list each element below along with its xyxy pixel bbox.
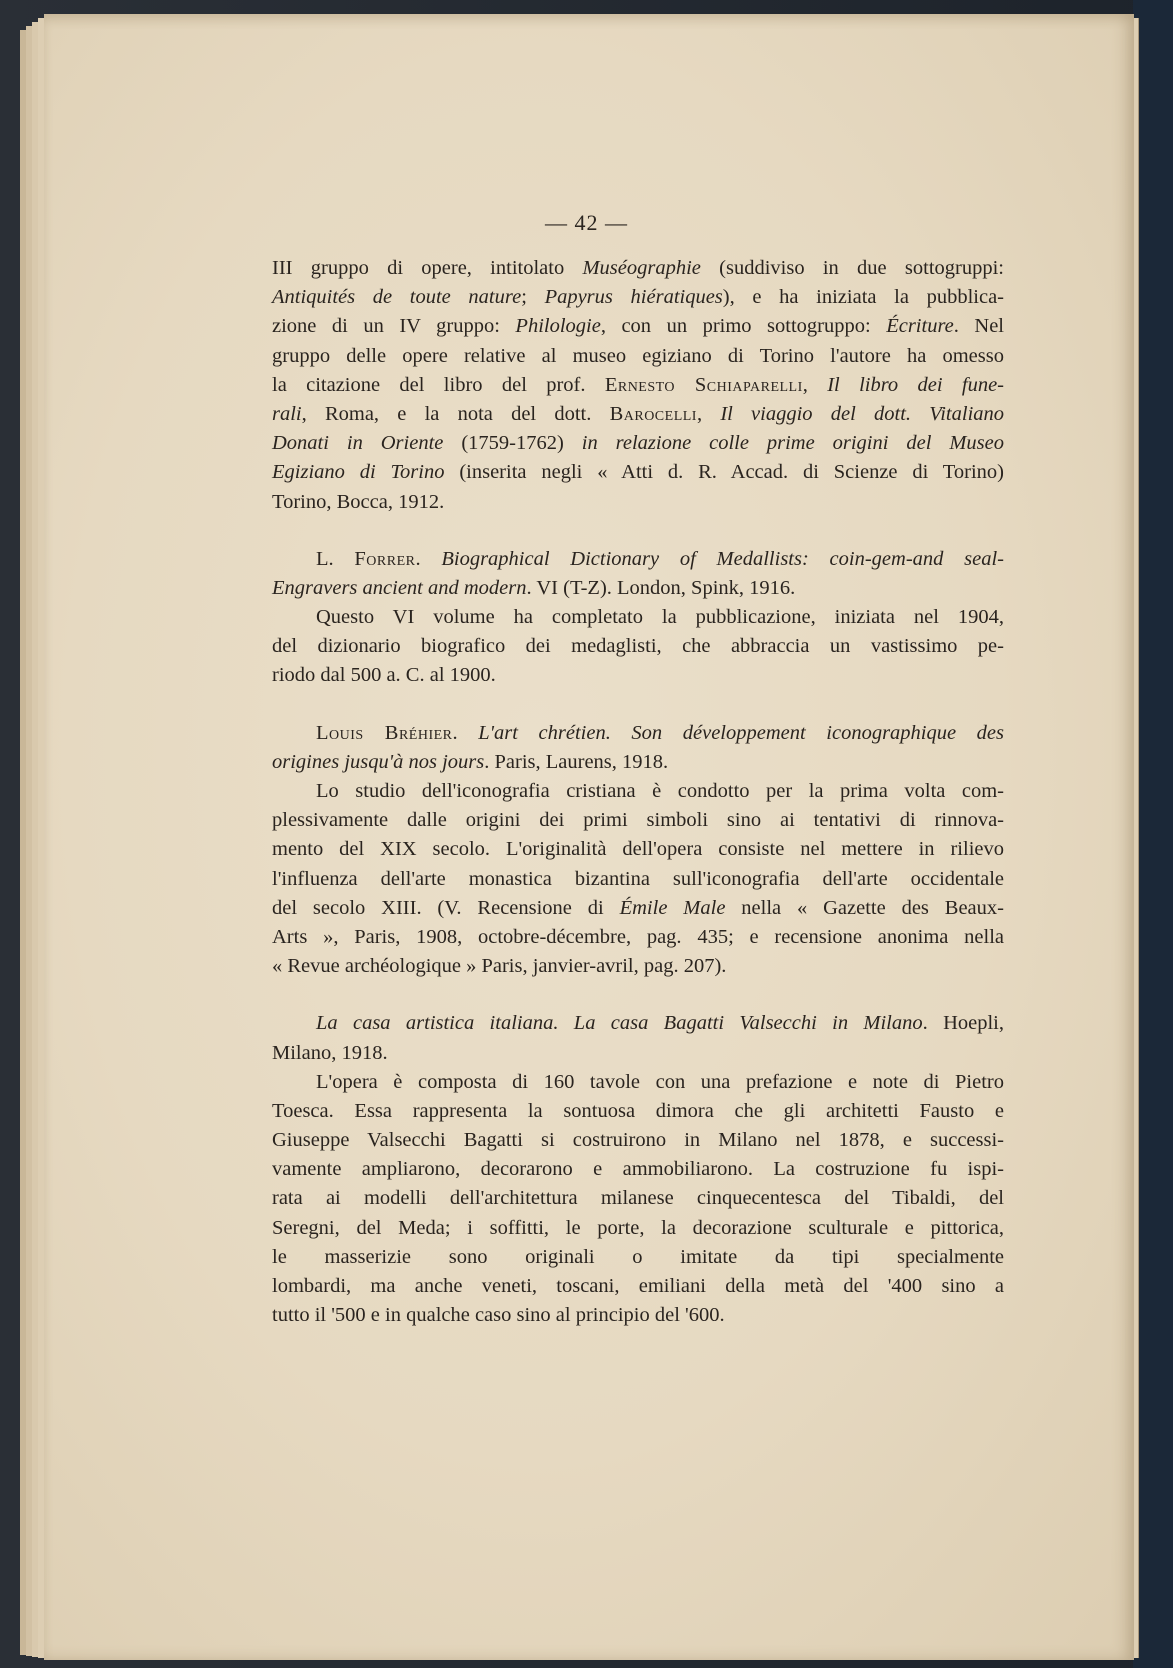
italic-title: Muséographie (582, 257, 701, 279)
text-run: (1759-1762) (443, 432, 582, 455)
text-line (272, 1009, 1004, 1038)
text-run: la citazione del libro del prof. (272, 373, 605, 396)
text-line (272, 719, 1004, 748)
text-line (272, 661, 1004, 690)
text-run: . VI (T-Z). London, Spink, 1916. (526, 576, 796, 599)
text-run: zione di un IV gruppo: (272, 315, 516, 338)
text-line (272, 371, 1004, 400)
text-line (272, 748, 1004, 777)
author-name: Barocelli (609, 402, 697, 425)
text-run: . Hoepli, (922, 1012, 1005, 1035)
text-run: plessivamente dalle origini dei primi simboli sino ai tentativi di rinnova- (272, 809, 1004, 832)
text-run: gruppo delle opere relative al museo egiziano di Torino l'autore ha omesso (272, 344, 1004, 367)
text-run: l'influenza dell'arte monastica bizantina sull'iconografia dell'arte occidentale (272, 867, 1004, 890)
italic-title: Papyrus hiératiques (544, 286, 723, 309)
text-line (272, 1214, 1004, 1243)
bibliography-entry (272, 1009, 1004, 1330)
entry-gap (272, 981, 1004, 1009)
italic-title: origines jusqu'à nos jours (272, 750, 485, 773)
text-line (272, 1039, 1004, 1068)
text-run: III gruppo di opere, intitolato (272, 257, 583, 279)
text-line (272, 777, 1004, 806)
text-run: ; (521, 286, 545, 309)
text-run: vamente ampliarono, decorarono e ammobiliarono. La costruzione fu ispi- (272, 1158, 1004, 1181)
text-line (272, 1272, 1004, 1301)
author-name: Ernesto Schiaparelli (604, 373, 803, 396)
text-line (272, 574, 1004, 603)
author-name: Louis Bréhier (316, 721, 453, 744)
text-run: , (802, 373, 828, 396)
italic-title: in relazione colle prime origini del Museo (581, 432, 1005, 455)
text-line (272, 400, 1004, 429)
text-line (272, 1243, 1004, 1272)
italic-title: Egiziano di Torino (272, 461, 445, 484)
text-line (272, 632, 1004, 661)
text-run: Giuseppe Valsecchi Bagatti si costruirono in Milano nel 1878, e successi- (272, 1129, 1004, 1152)
text-run: rata ai modelli dell'architettura milanese cinquecentesca del Tibaldi, del (272, 1187, 1004, 1210)
italic-title: Philologie (515, 315, 601, 338)
italic-title: Antiquités de toute nature (272, 286, 522, 309)
italic-title: Il viaggio del dott. Vitaliano (720, 402, 1005, 425)
text-line (272, 1155, 1004, 1184)
text-run: Milano, 1918. (272, 1041, 388, 1064)
text-run: . (452, 721, 479, 744)
text-line (272, 603, 1004, 632)
text-run: le masserizie sono originali o imitate da tipi specialmente (272, 1245, 1004, 1268)
text-line (272, 1097, 1004, 1126)
text-line (272, 835, 1004, 864)
text-run: Seregni, del Meda; i soffitti, le porte, la decorazione sculturale e pittorica, (272, 1216, 1004, 1239)
text-run: . (415, 547, 442, 570)
bibliography-entry (272, 545, 1004, 691)
text-run: , Roma, e la nota del dott. (301, 402, 610, 425)
entry-gap (272, 691, 1004, 719)
text-line (272, 488, 1004, 517)
text-line (272, 342, 1004, 371)
text-line (272, 952, 1004, 981)
text-line (272, 1184, 1004, 1213)
body-text (272, 254, 1004, 1330)
text-line (272, 894, 1004, 923)
text-run: Toesca. Essa rappresenta la sontuosa dimora che gli architetti Fausto e (272, 1099, 1004, 1122)
text-run: (suddiviso in due sottogruppi: (700, 257, 1004, 279)
bibliography-entry (272, 254, 1004, 517)
text-run: tutto il '500 e in qualche caso sino al principio del '600. (272, 1304, 725, 1327)
italic-title: Émile Male (619, 896, 726, 919)
text-line (272, 254, 1004, 283)
bibliography-entry (272, 719, 1004, 982)
text-line (272, 458, 1004, 487)
text-line (272, 1301, 1004, 1330)
entry-gap (272, 517, 1004, 545)
page-number: — 42 — (545, 210, 628, 235)
italic-title: Engravers ancient and modern (272, 576, 527, 599)
text-run: , con un primo sottogruppo: (600, 315, 887, 338)
italic-title: L'art chrétien. Son développement iconographique des (478, 721, 1005, 744)
text-run: « Revue archéologique » Paris, janvier-avril, pag. 207). (272, 955, 727, 978)
text-run: del secolo XIII. (V. Recensione di (272, 896, 620, 919)
italic-title: La casa artistica italiana. La casa Bagatti Valsecchi in Milano (316, 1012, 923, 1035)
text-run: nella « Gazette des Beaux- (725, 896, 1004, 919)
italic-title: Écriture (886, 315, 954, 338)
text-run: Arts », Paris, 1908, octobre-décembre, pag. 435; e recensione anonima nella (272, 925, 1004, 948)
text-run: . Nel (953, 315, 1004, 338)
text-run: (inserita negli « Atti d. R. Accad. di Scienze di Torino) (444, 461, 1004, 484)
text-run: Torino, Bocca, 1912. (272, 490, 445, 513)
text-line (272, 545, 1004, 574)
text-run: Questo VI volume ha completato la pubblicazione, iniziata nel 1904, (316, 606, 1004, 629)
text-line (272, 429, 1004, 458)
author-name: Forrer (354, 547, 416, 570)
scanner-edge (1133, 0, 1173, 1668)
text-run: lombardi, ma anche veneti, toscani, emiliani della metà del '400 sino a (272, 1275, 1004, 1297)
italic-title: rali (272, 402, 302, 425)
text-run: del dizionario biografico dei medaglisti, che abbraccia un vastissimo pe- (272, 635, 1004, 658)
italic-title: Biographical Dictionary of Medallists: coin-gem-and seal- (441, 547, 1004, 570)
text-line (272, 312, 1004, 341)
text-line (272, 806, 1004, 835)
text-line (272, 865, 1004, 894)
italic-title: Donati in Oriente (272, 432, 444, 455)
text-line (272, 1068, 1004, 1097)
text-run: Lo studio dell'iconografia cristiana è condotto per la prima volta com- (316, 780, 1004, 802)
text-run: . Paris, Laurens, 1918. (484, 750, 669, 773)
text-line (272, 1126, 1004, 1155)
text-line (272, 283, 1004, 312)
text-run: ), e ha iniziata la pubblica- (722, 286, 1005, 309)
text-run: mento del XIX secolo. L'originalità dell'opera consiste nel mettere in rilievo (272, 838, 1004, 861)
text-run: , (696, 402, 721, 425)
text-run: L'opera è composta di 160 tavole con una prefazione e note di Pietro (316, 1070, 1004, 1093)
text-line (272, 923, 1004, 952)
text-run: riodo dal 500 a. C. al 1900. (272, 664, 496, 687)
text-run: L. (316, 547, 355, 570)
italic-title: Il libro dei fune- (827, 373, 1004, 396)
